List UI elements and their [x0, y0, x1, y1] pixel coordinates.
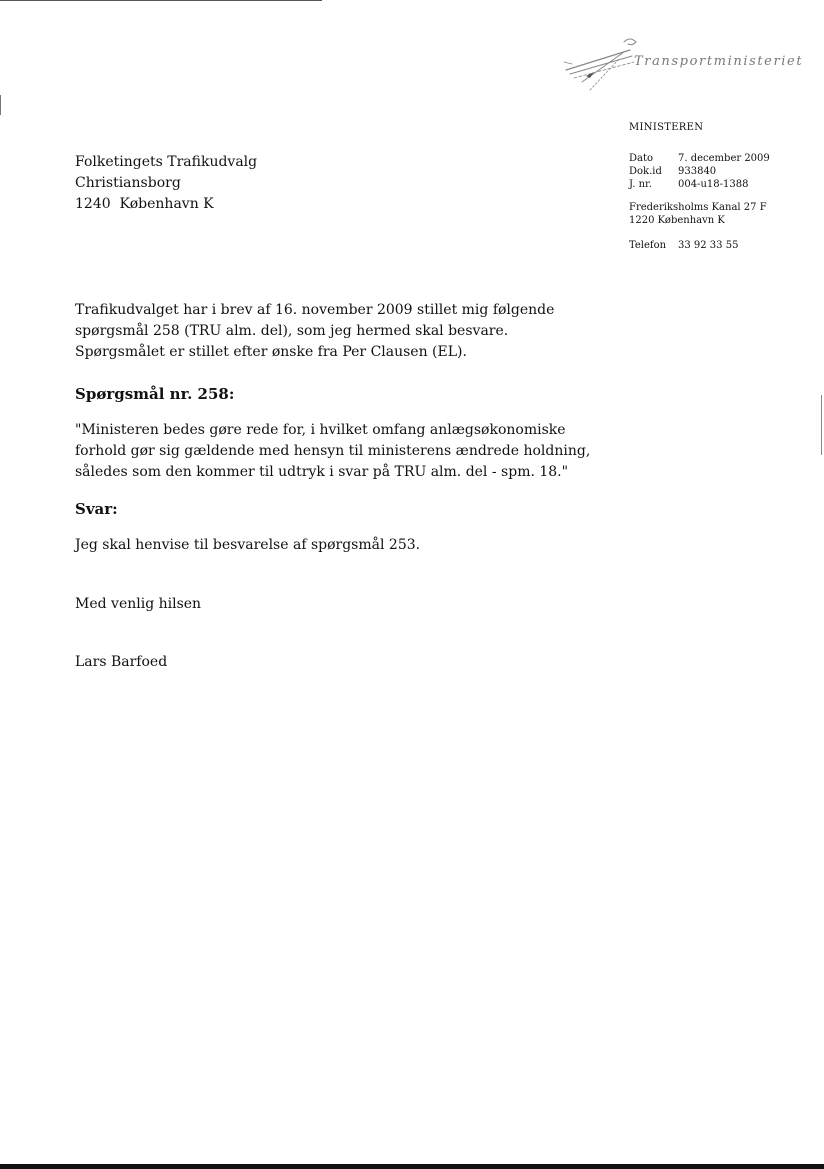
logo-wordmark: Transportministeriet [634, 54, 804, 69]
meta-value: 933840 [678, 166, 717, 177]
meta-row-journal [629, 178, 770, 191]
question-text: "Ministeren bedes gøre rede for, i hvilket omfang anlægsøkonomiske forhold gør sig gældende med hensyn til ministerens ændrede holdning, således som den kommer til udtryk i svar på TRU alm. del - spm. 18." [75, 422, 591, 480]
recipient-line: 1240 København K [75, 196, 214, 212]
ministry-logo [560, 32, 804, 96]
document-meta [629, 152, 770, 191]
meta-value: 7. december 2009 [678, 153, 770, 164]
recipient-line: Folketingets Trafikudvalg [75, 154, 258, 170]
sender-address-line: Frederiksholms Kanal 27 F [629, 202, 767, 213]
meta-label: Dok.id [629, 166, 662, 177]
meta-row-docid [629, 165, 770, 178]
scan-edge-left [0, 95, 1, 115]
recipient-address [75, 152, 257, 215]
recipient-line: Christiansborg [75, 175, 181, 191]
scan-edge-top [0, 0, 322, 1]
intro-paragraph: Trafikudvalget har i brev af 16. november 2009 stillet mig følgende spørgsmål 258 (TRU alm. del), som jeg hermed skal besvare. Spørgsmålet er stillet efter ønske fra Per Clausen (EL). [75, 302, 555, 360]
meta-value: 004-u18-1388 [678, 179, 749, 190]
scan-edge-bottom [0, 1164, 824, 1169]
office-title: MINISTEREN [629, 122, 704, 133]
meta-label: Dato [629, 153, 654, 164]
answer-text: Jeg skal henvise til besvarelse af spørgsmål 253. [75, 537, 421, 553]
question-heading: Spørgsmål nr. 258: [75, 385, 235, 403]
sender-phone [629, 240, 738, 251]
signature-name: Lars Barfoed [75, 654, 168, 670]
scan-edge-right [821, 395, 822, 455]
phone-value: 33 92 33 55 [678, 240, 739, 251]
phone-label: Telefon [629, 240, 667, 251]
answer-heading: Svar: [75, 500, 118, 518]
meta-row-date [629, 152, 770, 165]
logo-swoosh-icon [560, 32, 640, 96]
meta-label: J. nr. [629, 179, 652, 190]
sender-address [629, 201, 767, 227]
closing-greeting: Med venlig hilsen [75, 596, 202, 612]
sender-address-line: 1220 København K [629, 215, 725, 226]
